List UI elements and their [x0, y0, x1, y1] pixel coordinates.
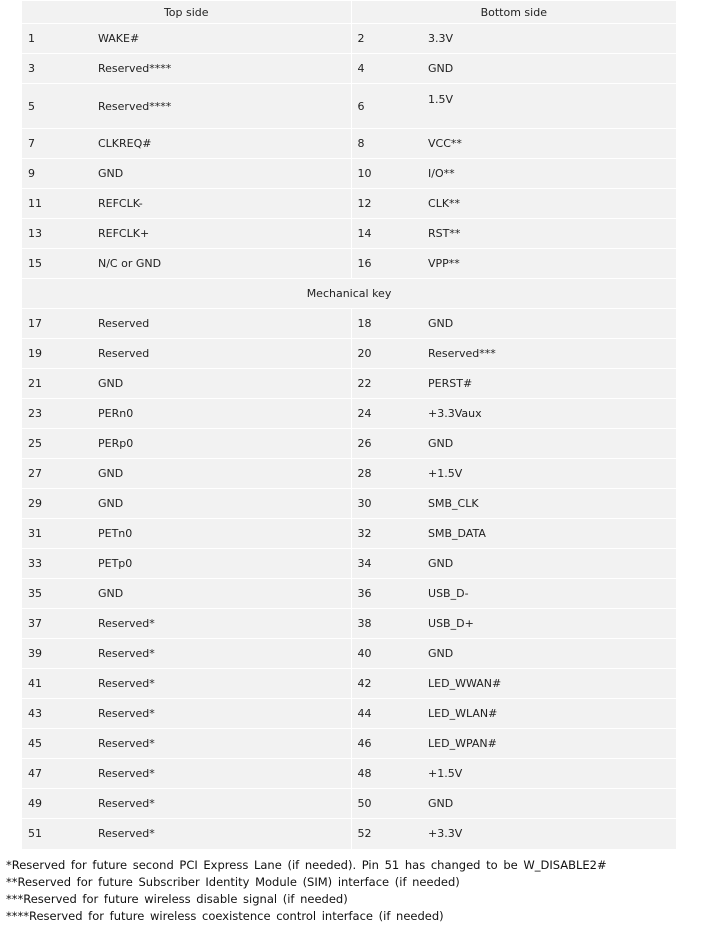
signal-left: GND [92, 459, 351, 489]
table-row [22, 249, 676, 279]
signal-left: Reserved* [92, 639, 351, 669]
pin-number-left: 9 [22, 159, 92, 189]
pin-number-right: 32 [351, 519, 422, 549]
table-row [22, 639, 676, 669]
pin-number-right: 22 [351, 369, 422, 399]
mechanical-key-row [22, 279, 676, 309]
pin-number-right: 28 [351, 459, 422, 489]
table-row [22, 789, 676, 819]
mechanical-key-label: Mechanical key [22, 279, 676, 309]
signal-left: GND [92, 489, 351, 519]
pin-number-left: 21 [22, 369, 92, 399]
table-row [22, 549, 676, 579]
signal-left: PETp0 [92, 549, 351, 579]
signal-left: Reserved* [92, 789, 351, 819]
pin-number-left: 29 [22, 489, 92, 519]
pin-number-right: 4 [351, 54, 422, 84]
pin-number-left: 15 [22, 249, 92, 279]
signal-left: PETn0 [92, 519, 351, 549]
signal-left: GND [92, 579, 351, 609]
footnotes [6, 857, 607, 925]
table-row [22, 339, 676, 369]
pin-number-right: 24 [351, 399, 422, 429]
table-row [22, 219, 676, 249]
pin-number-left: 27 [22, 459, 92, 489]
pin-number-right: 12 [351, 189, 422, 219]
pin-number-left: 13 [22, 219, 92, 249]
signal-right: VPP** [422, 249, 676, 279]
pin-number-left: 51 [22, 819, 92, 849]
signal-right: RST** [422, 219, 676, 249]
signal-right: VCC** [422, 129, 676, 159]
pin-number-left: 1 [22, 24, 92, 54]
signal-right: GND [422, 549, 676, 579]
signal-left: Reserved**** [92, 84, 351, 129]
table-row [22, 729, 676, 759]
table-row [22, 159, 676, 189]
table-row [22, 459, 676, 489]
pin-number-right: 42 [351, 669, 422, 699]
pin-number-left: 37 [22, 609, 92, 639]
footnote-3: ***Reserved for future wireless disable signal (if needed) [6, 892, 348, 906]
header-top-side: Top side [22, 1, 351, 24]
pin-number-right: 50 [351, 789, 422, 819]
signal-right: GND [422, 309, 676, 339]
table-row [22, 579, 676, 609]
table-row [22, 489, 676, 519]
signal-left: Reserved* [92, 759, 351, 789]
pin-number-left: 39 [22, 639, 92, 669]
signal-left: Reserved* [92, 819, 351, 849]
signal-right: LED_WWAN# [422, 669, 676, 699]
signal-left: Reserved* [92, 699, 351, 729]
table-header-row [22, 1, 676, 24]
pin-number-right: 20 [351, 339, 422, 369]
pin-number-left: 19 [22, 339, 92, 369]
signal-right: LED_WLAN# [422, 699, 676, 729]
pinout-table [22, 0, 676, 849]
pin-number-left: 31 [22, 519, 92, 549]
signal-right: +1.5V [422, 459, 676, 489]
pin-number-left: 33 [22, 549, 92, 579]
pin-number-left: 49 [22, 789, 92, 819]
pin-number-left: 23 [22, 399, 92, 429]
pin-number-right: 52 [351, 819, 422, 849]
table-row [22, 519, 676, 549]
signal-left: PERp0 [92, 429, 351, 459]
pin-number-right: 36 [351, 579, 422, 609]
signal-right: USB_D- [422, 579, 676, 609]
signal-right: GND [422, 789, 676, 819]
signal-right: GND [422, 54, 676, 84]
pin-number-right: 10 [351, 159, 422, 189]
pin-number-right: 44 [351, 699, 422, 729]
table-row [22, 189, 676, 219]
table-row [22, 819, 676, 849]
signal-right: +3.3Vaux [422, 399, 676, 429]
pin-number-right: 26 [351, 429, 422, 459]
pin-number-left: 45 [22, 729, 92, 759]
table-row [22, 609, 676, 639]
pin-number-right: 14 [351, 219, 422, 249]
pin-number-left: 3 [22, 54, 92, 84]
signal-right: LED_WPAN# [422, 729, 676, 759]
table-row [22, 369, 676, 399]
table-row [22, 759, 676, 789]
footnote-4: ****Reserved for future wireless coexistence control interface (if needed) [6, 909, 444, 923]
pin-number-left: 7 [22, 129, 92, 159]
pin-number-right: 46 [351, 729, 422, 759]
pin-number-left: 41 [22, 669, 92, 699]
signal-right: 1.5V [422, 84, 676, 129]
signal-right: CLK** [422, 189, 676, 219]
table-row [22, 24, 676, 54]
signal-right: I/O** [422, 159, 676, 189]
pin-number-right: 38 [351, 609, 422, 639]
signal-left: GND [92, 159, 351, 189]
signal-right: SMB_DATA [422, 519, 676, 549]
pin-number-left: 47 [22, 759, 92, 789]
signal-left: Reserved**** [92, 54, 351, 84]
table-row [22, 429, 676, 459]
footnote-2: **Reserved for future Subscriber Identity Module (SIM) interface (if needed) [6, 875, 460, 889]
signal-left: PERn0 [92, 399, 351, 429]
pin-number-left: 25 [22, 429, 92, 459]
signal-left: REFCLK+ [92, 219, 351, 249]
signal-left: Reserved [92, 339, 351, 369]
pin-number-right: 16 [351, 249, 422, 279]
signal-left: N/C or GND [92, 249, 351, 279]
table-row [22, 399, 676, 429]
pin-number-right: 6 [351, 84, 422, 129]
pin-number-left: 5 [22, 84, 92, 129]
signal-left: Reserved* [92, 609, 351, 639]
signal-right: USB_D+ [422, 609, 676, 639]
signal-left: Reserved* [92, 669, 351, 699]
table-row [22, 54, 676, 84]
table-row [22, 129, 676, 159]
table-row [22, 669, 676, 699]
footnote-1: *Reserved for future second PCI Express Lane (if needed). Pin 51 has changed to be W_DISABLE2# [6, 858, 607, 872]
signal-left: REFCLK- [92, 189, 351, 219]
pin-number-right: 18 [351, 309, 422, 339]
table-row [22, 699, 676, 729]
signal-left: CLKREQ# [92, 129, 351, 159]
signal-right: Reserved*** [422, 339, 676, 369]
table-row [22, 84, 676, 129]
pin-number-right: 2 [351, 24, 422, 54]
pin-number-left: 43 [22, 699, 92, 729]
pin-number-right: 48 [351, 759, 422, 789]
signal-right: PERST# [422, 369, 676, 399]
pin-number-right: 34 [351, 549, 422, 579]
pin-number-left: 17 [22, 309, 92, 339]
pin-number-left: 35 [22, 579, 92, 609]
pinout-table-body [22, 1, 676, 849]
pin-number-right: 30 [351, 489, 422, 519]
pin-number-right: 8 [351, 129, 422, 159]
signal-right: GND [422, 429, 676, 459]
signal-right: GND [422, 639, 676, 669]
signal-right: 3.3V [422, 24, 676, 54]
signal-left: WAKE# [92, 24, 351, 54]
header-bottom-side: Bottom side [351, 1, 676, 24]
signal-left: Reserved* [92, 729, 351, 759]
signal-right: +1.5V [422, 759, 676, 789]
signal-right: SMB_CLK [422, 489, 676, 519]
table-row [22, 309, 676, 339]
pin-number-left: 11 [22, 189, 92, 219]
pin-number-right: 40 [351, 639, 422, 669]
signal-left: GND [92, 369, 351, 399]
signal-left: Reserved [92, 309, 351, 339]
signal-right: +3.3V [422, 819, 676, 849]
